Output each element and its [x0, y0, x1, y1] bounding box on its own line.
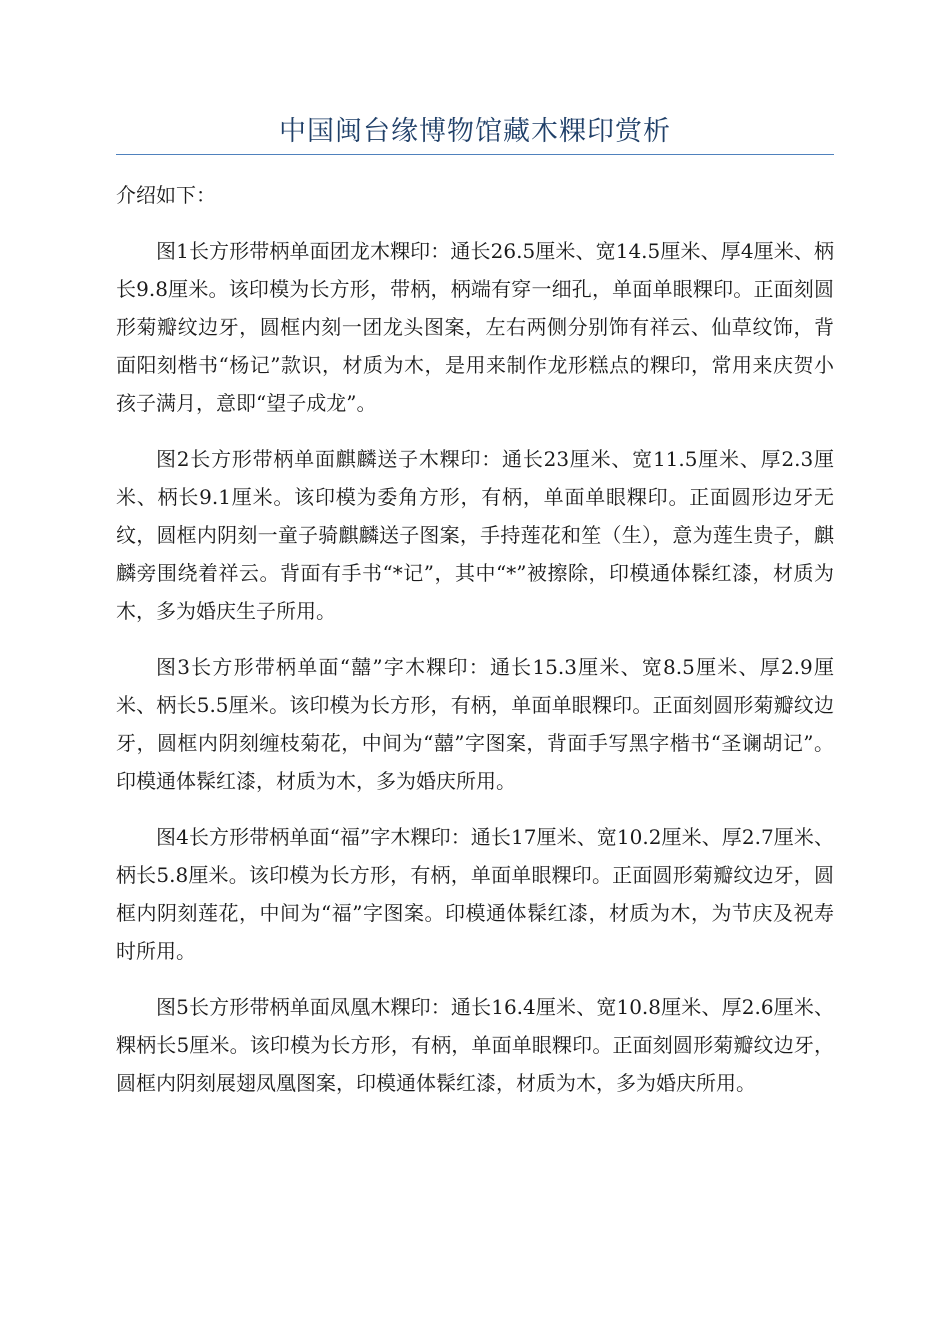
document-body	[116, 176, 834, 1120]
paragraph-figure-1: 图1长方形带柄单面团龙木粿印：通长26.5厘米、宽14.5厘米、厚4厘米、柄长9.8厘米。该印模为长方形，带柄，柄端有穿一细孔，单面单眼粿印。正面刻圆形菊瓣纹边牙，圆框内刻一团龙头图案，左右两侧分别饰有祥云、仙草纹饰，背面阳刻楷书“杨记”款识，材质为木，是用来制作龙形糕点的粿印，常用来庆贺小孩子满月，意即“望子成龙”。	[116, 239, 834, 415]
title-underline	[116, 154, 834, 155]
paragraph-figure-2: 图2长方形带柄单面麒麟送子木粿印：通长23厘米、宽11.5厘米、厚2.3厘米、柄长9.1厘米。该印模为委角方形，有柄，单面单眼粿印。正面圆形边牙无纹，圆框内阴刻一童子骑麒麟送子图案，手持莲花和笙（生），意为莲生贵子，麒麟旁围绕着祥云。背面有手书“*记”，其中“*”被擦除，印模通体髹红漆，材质为木，多为婚庆生子所用。	[116, 447, 834, 623]
page-title: 中国闽台缘博物馆藏木粿印赏析	[279, 116, 671, 147]
paragraph-figure-5: 图5长方形带柄单面凤凰木粿印：通长16.4厘米、宽10.8厘米、厚2.6厘米、粿柄长5厘米。该印模为长方形，有柄，单面单眼粿印。正面刻圆形菊瓣纹边牙，圆框内阴刻展翅凤凰图案，印模通体髹红漆，材质为木，多为婚庆所用。	[116, 995, 834, 1095]
intro-text: 介绍如下：	[116, 183, 216, 207]
paragraph-figure-3: 图3长方形带柄单面“囍”字木粿印：通长15.3厘米、宽8.5厘米、厚2.9厘米、柄长5.5厘米。该印模为长方形，有柄，单面单眼粿印。正面刻圆形菊瓣纹边牙，圆框内阴刻缠枝菊花，中间为“囍”字图案，背面手写黑字楷书“圣谰胡记”。印模通体髹红漆，材质为木，多为婚庆所用。	[116, 655, 834, 793]
paragraph-figure-4: 图4长方形带柄单面“福”字木粿印：通长17厘米、宽10.2厘米、厚2.7厘米、柄长5.8厘米。该印模为长方形，有柄，单面单眼粿印。正面圆形菊瓣纹边牙，圆框内阴刻莲花，中间为“福”字图案。印模通体髹红漆，材质为木，为节庆及祝寿时所用。	[116, 825, 834, 963]
